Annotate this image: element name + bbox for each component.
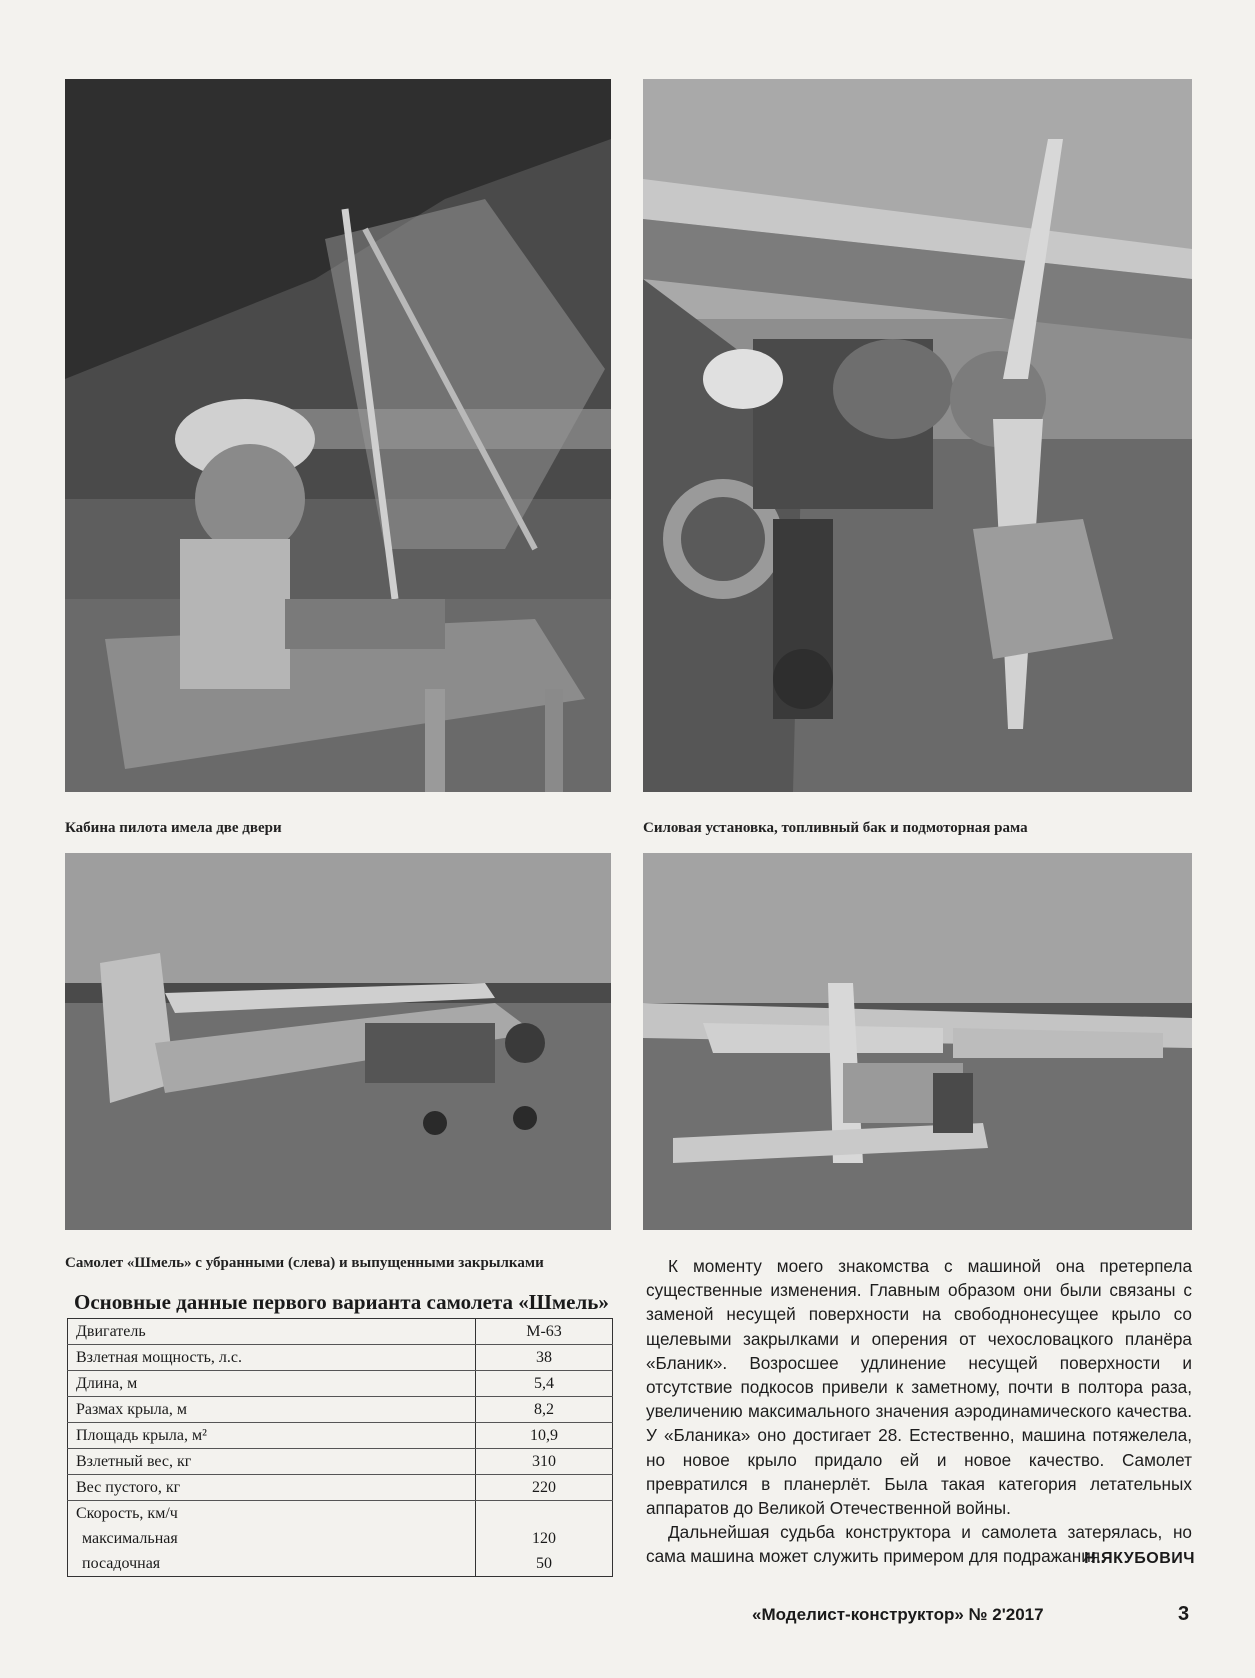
table-row xyxy=(68,1423,613,1449)
spec-value: 5,4 xyxy=(476,1371,613,1397)
table-row xyxy=(68,1449,613,1475)
spec-label: Двигатель xyxy=(68,1319,476,1345)
engine-photo xyxy=(643,79,1192,792)
table-row xyxy=(68,1319,613,1345)
spec-label: Взлетная мощность, л.с. xyxy=(68,1345,476,1371)
table-row xyxy=(68,1345,613,1371)
spec-label: максимальная xyxy=(82,1529,178,1547)
specs-title: Основные данные первого варианта самолета «Шмель» xyxy=(74,1290,609,1314)
spec-value: 310 xyxy=(476,1449,613,1475)
spec-value: 50 xyxy=(476,1551,613,1577)
cockpit-caption: Кабина пилота имела две двери xyxy=(65,820,282,836)
article-body xyxy=(646,1254,1192,1569)
spec-label: Размах крыла, м xyxy=(68,1397,476,1423)
spec-value: 120 xyxy=(476,1526,613,1551)
table-row xyxy=(68,1371,613,1397)
article-paragraph: Дальнейшая судьба конструктора и самолета затерялась, но сама машина может служить примером для подражания. xyxy=(646,1522,1192,1567)
spec-value: М-63 xyxy=(476,1319,613,1345)
spec-label: Взлетный вес, кг xyxy=(68,1449,476,1475)
table-row xyxy=(68,1526,613,1551)
table-row xyxy=(68,1475,613,1501)
spec-value: 38 xyxy=(476,1345,613,1371)
table-row xyxy=(68,1397,613,1423)
page-number: 3 xyxy=(1178,1603,1190,1625)
plane-flaps-retracted-photo xyxy=(65,853,611,1230)
plane-flaps-deployed-photo xyxy=(643,853,1192,1230)
specs-table xyxy=(67,1318,613,1577)
table-row xyxy=(68,1551,613,1577)
article-paragraph: К моменту моего знакомства с машиной она претерпела существенные изменения. Главным образом они были связаны с заменой несущей поверхности на свободнонесущее крыло со щелевыми закрылками и оперения от чехословацкого планёра «Бланик». Возросшее удлинение несущей поверхности и отсутствие подкосов привели к заметному, почти в полтора раза, увеличению максимального значения аэродинамического качества. У «Бланика» оно достигает 28. Естественно, машина потяжелела, но новое крыло придало ей и новое качество. Самолет превратился в планерлёт. Была такая категория летательных аппаратов до Великой Отечественной войны. xyxy=(646,1256,1192,1519)
spec-label: Длина, м xyxy=(68,1371,476,1397)
spec-label: Вес пустого, кг xyxy=(68,1475,476,1501)
engine-caption: Силовая установка, топливный бак и подмоторная рама xyxy=(643,820,1028,836)
side-views-caption: Самолет «Шмель» с убранными (слева) и выпущенными закрылками xyxy=(65,1255,544,1271)
spec-label: посадочная xyxy=(82,1554,161,1572)
journal-issue: «Моделист-конструктор» № 2'2017 xyxy=(752,1605,1044,1624)
table-row xyxy=(68,1501,613,1527)
spec-value: 8,2 xyxy=(476,1397,613,1423)
spec-label: Площадь крыла, м² xyxy=(68,1423,476,1449)
spec-label: Скорость, км/ч xyxy=(76,1504,178,1522)
cockpit-photo xyxy=(65,79,611,792)
spec-value: 10,9 xyxy=(476,1423,613,1449)
author-signature: Н.ЯКУБОВИЧ xyxy=(1084,1550,1195,1567)
spec-value: 220 xyxy=(476,1475,613,1501)
